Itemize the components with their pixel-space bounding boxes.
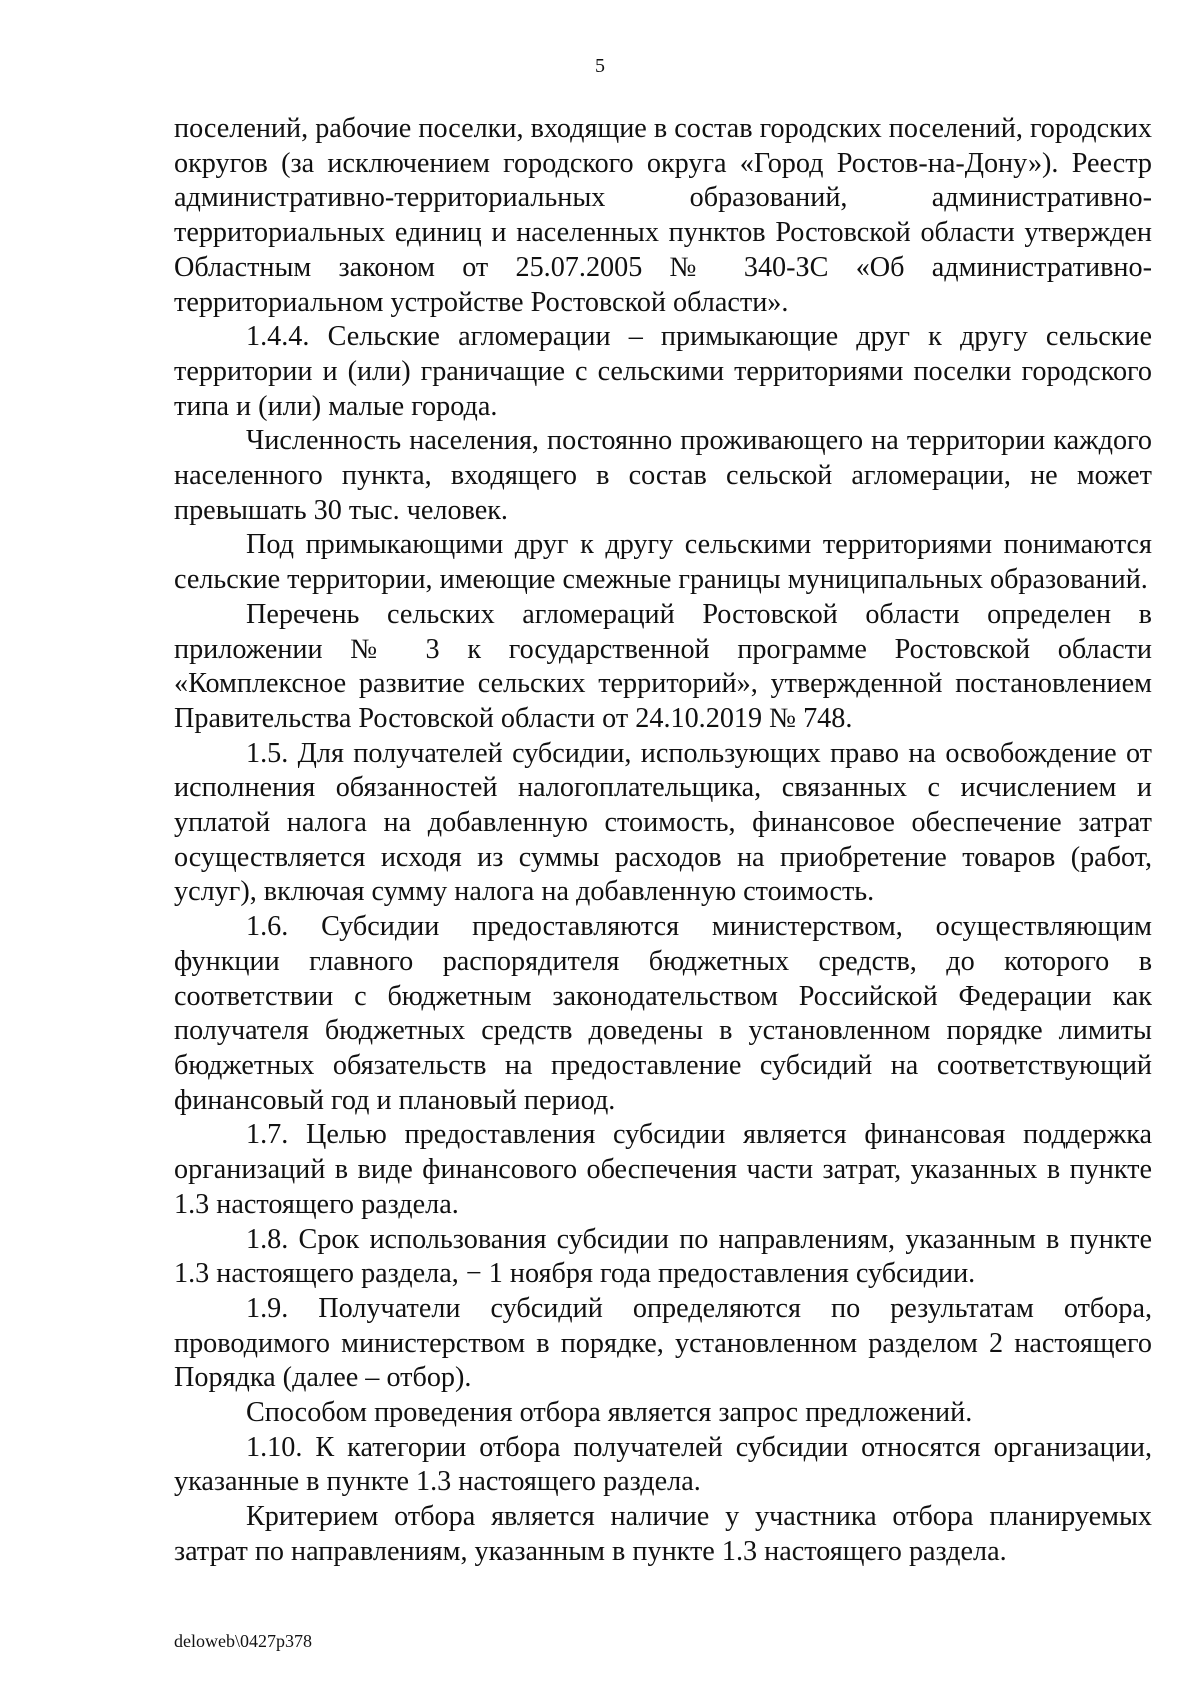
- paragraph-adjacent-territories: Под примыкающими друг к другу сельскими территориями понимаются сельские территории, имеющие смежные границы муниципальных образований.: [174, 529, 1152, 596]
- paragraph-selection-criterion: Критерием отбора является наличие у участника отбора планируемых затрат по направлениям, указанным в пункте 1.3 настоящего раздела.: [174, 1501, 1152, 1567]
- paragraph-1-8: 1.8. Срок использования субсидии по направлениям, указанным в пункте 1.3 настоящего раздела, − 1 ноября года предоставления субсидии.: [174, 1223, 1152, 1290]
- document-code: deloweb\0427p378: [174, 1631, 312, 1651]
- paragraph-agglomeration-list: Перечень сельских агломераций Ростовской области определен в приложении № 3 к государственной программе Ростовской области «Комплексное развитие сельских территорий», утвержденной постановлением Правительства Ростовской области от 24.10.2019 № 748.: [174, 598, 1152, 734]
- page-number: 5: [595, 55, 605, 77]
- paragraph-1-7: 1.7. Целью предоставления субсидии является финансовая поддержка организаций в виде финансового обеспечения части затрат, указанных в пункте 1.3 настоящего раздела.: [174, 1119, 1152, 1220]
- paragraph-continuation: поселений, рабочие поселки, входящие в состав городских поселений, городских округов (за исключением городского округа «Город Ростов-на-Дону»). Реестр административно-территориальных образований, административно-территориальных единиц и населенных пунктов Ростовской области утвержден Областным законом от 25.07.2005 № 340-ЗС «Об административно-территориальном устройстве Ростовской области».: [174, 113, 1152, 318]
- paragraph-1-9: 1.9. Получатели субсидий определяются по результатам отбора, проводимого министерством в порядке, установленном разделом 2 настоящего Порядка (далее – отбор).: [174, 1292, 1152, 1394]
- paragraph-1-4-4: 1.4.4. Сельские агломерации – примыкающие друг к другу сельские территории и (или) граничащие с сельскими территориями поселки городского типа и (или) малые города.: [174, 321, 1152, 422]
- paragraph-population: Численность населения, постоянно проживающего на территории каждого населенного пункта, входящего в состав сельской агломерации, не может превышать 30 тыс. человек.: [174, 425, 1152, 526]
- paragraph-1-10: 1.10. К категории отбора получателей субсидии относятся организации, указанные в пункте 1.3 настоящего раздела.: [174, 1431, 1152, 1498]
- document-body: [174, 112, 1152, 1570]
- paragraph-1-5: 1.5. Для получателей субсидии, использующих право на освобождение от исполнения обязанностей налогоплательщика, связанных с исчислением и уплатой налога на добавленную стоимость, финансовое обеспечение затрат осуществляется исходя из суммы расходов на приобретение товаров (работ, услуг), включая сумму налога на добавленную стоимость.: [174, 737, 1152, 908]
- paragraph-selection-method: Способом проведения отбора является запрос предложений.: [246, 1397, 973, 1429]
- paragraph-1-6: 1.6. Субсидии предоставляются министерством, осуществляющим функции главного распорядителя бюджетных средств, до которого в соответствии с бюджетным законодательством Российской Федерации как получателя бюджетных средств доведены в установленном порядке лимиты бюджетных обязательств на предоставление субсидий на соответствующий финансовый год и плановый период.: [174, 911, 1152, 1116]
